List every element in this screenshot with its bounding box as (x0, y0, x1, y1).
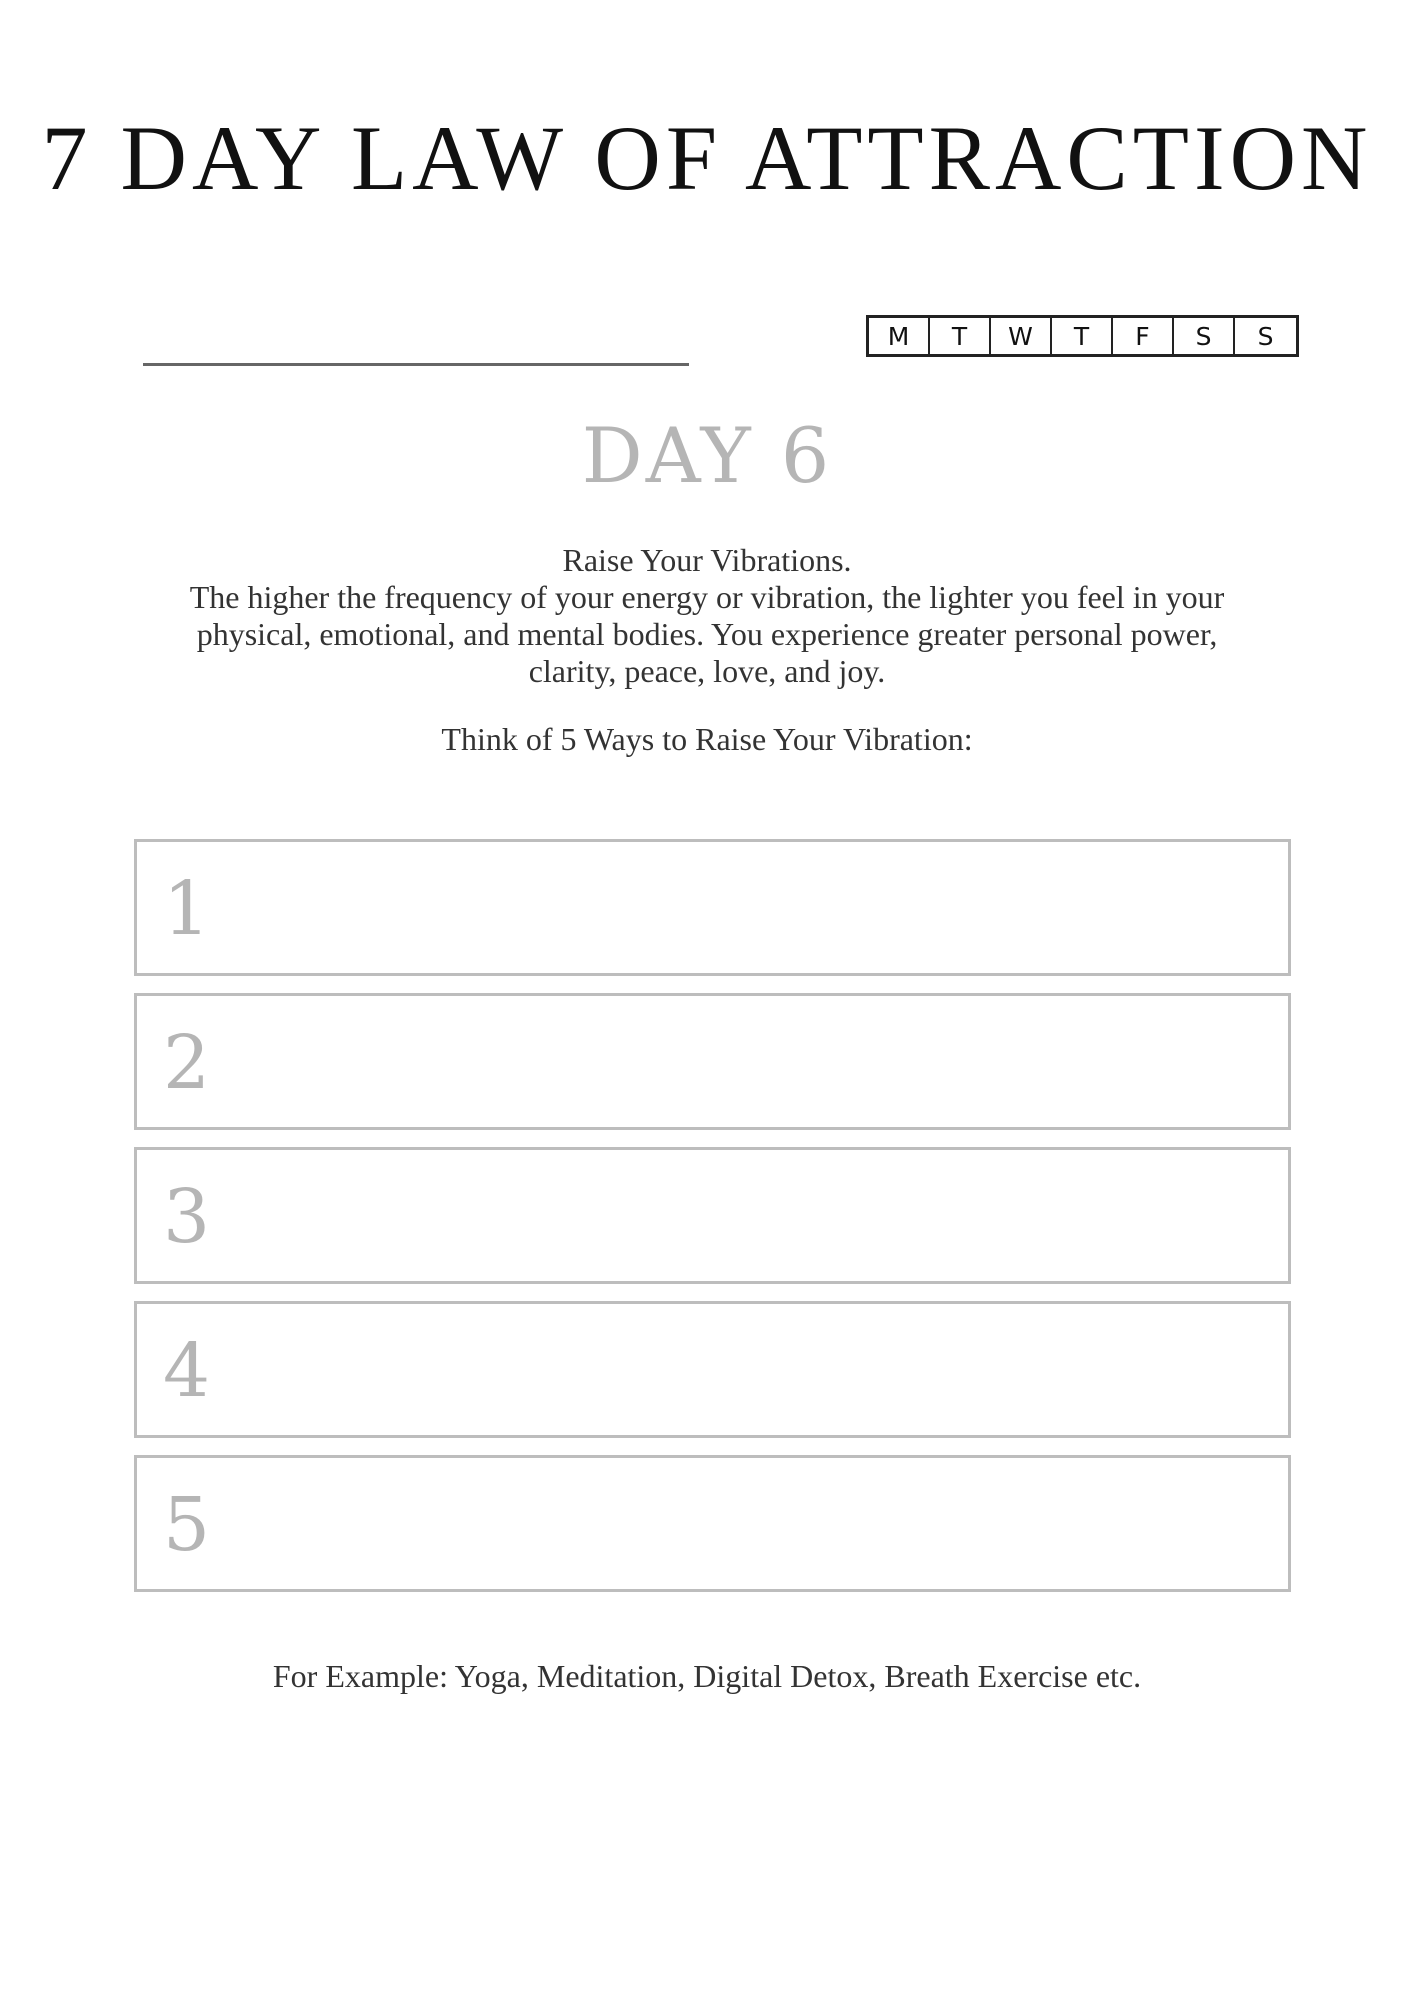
weekday-wednesday[interactable]: W (991, 318, 1052, 354)
intro-text (100, 542, 1314, 690)
way-entry-box[interactable] (134, 839, 1291, 976)
way-number: 3 (163, 1174, 211, 1260)
way-number: 2 (163, 1020, 211, 1106)
weekday-friday[interactable]: F (1113, 318, 1174, 354)
intro-line-2: physical, emotional, and mental bodies. You experience greater personal power, (196, 616, 1218, 652)
intro-line-1: The higher the frequency of your energy or vibration, the lighter you feel in your (189, 579, 1225, 615)
example-text: For Example: Yoga, Meditation, Digital Detox, Breath Exercise etc. (272, 1658, 1142, 1694)
way-entry-box[interactable] (134, 1455, 1291, 1592)
intro-line-3: clarity, peace, love, and joy. (528, 653, 886, 689)
weekday-sunday[interactable]: S (1257, 321, 1274, 351)
date-write-line[interactable] (143, 363, 689, 366)
weekday-tuesday[interactable]: T (930, 318, 991, 354)
way-number: 5 (163, 1482, 211, 1568)
weekday-saturday[interactable]: S (1174, 318, 1235, 354)
way-entry-box[interactable] (134, 993, 1291, 1130)
weekday-selector (866, 315, 1299, 357)
page-title: 7 DAY LAW OF ATTRACTION (41, 107, 1373, 209)
prompt-text: Think of 5 Ways to Raise Your Vibration: (441, 721, 973, 757)
weekday-thursday[interactable]: T (1052, 318, 1113, 354)
day-heading: DAY 6 (581, 411, 833, 500)
way-entry-box[interactable] (134, 1301, 1291, 1438)
way-number: 1 (163, 866, 211, 952)
way-entry-box[interactable] (134, 1147, 1291, 1284)
weekday-monday[interactable]: M (869, 318, 930, 354)
ways-list (134, 839, 1291, 1609)
intro-heading: Raise Your Vibrations. (562, 542, 852, 578)
way-number: 4 (163, 1328, 211, 1414)
